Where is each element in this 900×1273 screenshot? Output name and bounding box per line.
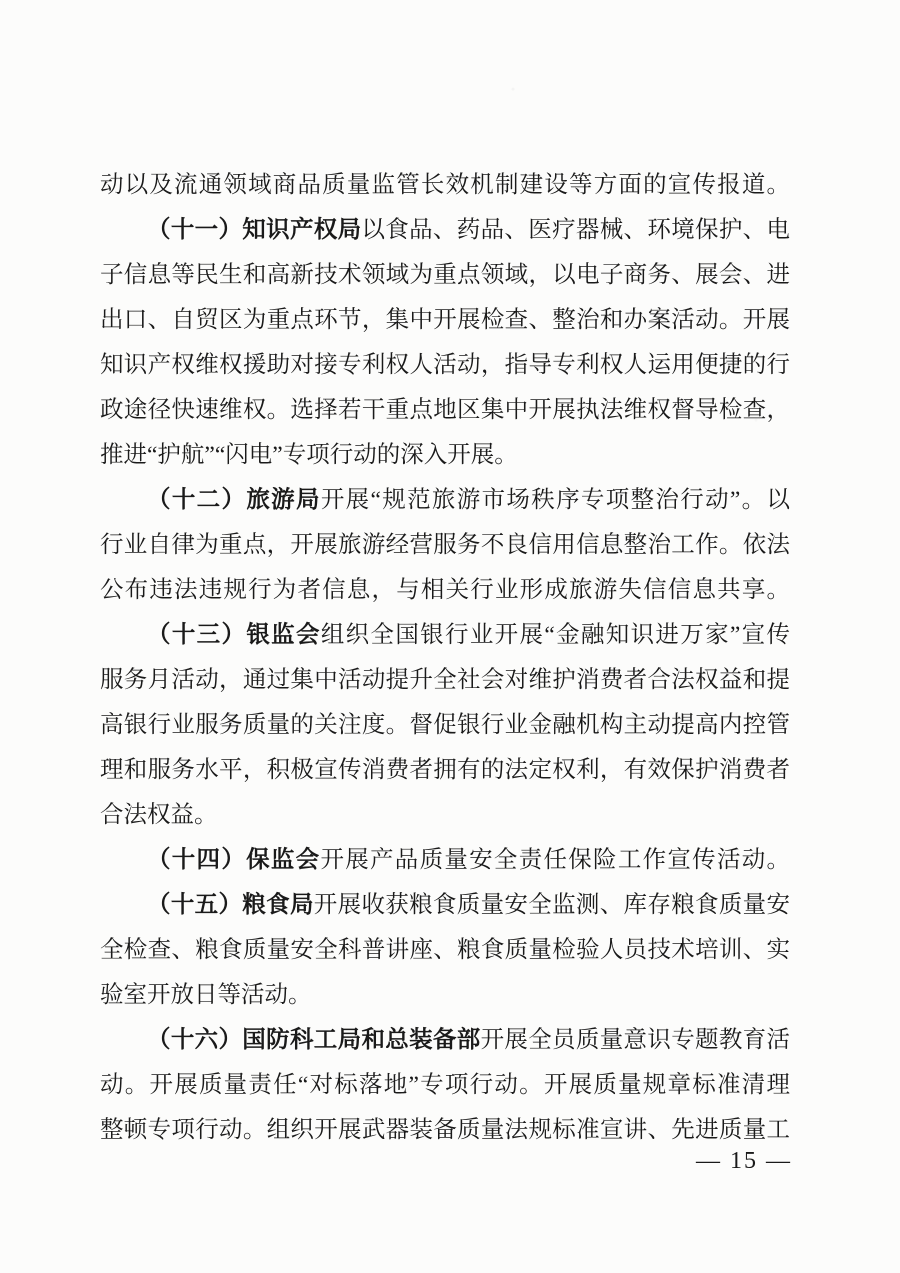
text-line [100, 568, 790, 613]
text-line [100, 253, 790, 298]
text-line [100, 793, 790, 838]
text-line [100, 388, 790, 433]
text-segment: 服务月活动，通过集中活动提升全社会对维护消费者合法权益和提 [100, 667, 790, 693]
text-segment: 推进“护航”“闪电”专项行动的深入开展。 [100, 442, 518, 468]
text-line [100, 658, 790, 703]
text-line [100, 703, 790, 748]
text-line [100, 163, 790, 208]
section-heading: （十四）保监会 [147, 847, 321, 873]
text-segment: 行业自律为重点，开展旅游经营服务不良信用信息整治工作。依法 [100, 532, 790, 558]
text-line [100, 1108, 790, 1153]
text-segment: 全检查、粮食质量安全科普讲座、粮食质量检验人员技术培训、实 [100, 937, 790, 963]
text-segment: 开展收获粮食质量安全监测、库存粮食质量安 [313, 892, 790, 918]
section-heading: （十六）国防科工局和总装备部 [147, 1027, 481, 1053]
section-heading: （十三）银监会 [147, 622, 321, 648]
text-line [100, 1063, 790, 1108]
text-segment: 子信息等民生和高新技术领域为重点领域，以电子商务、展会、进 [100, 262, 790, 288]
text-line [100, 208, 790, 253]
text-line [100, 748, 790, 793]
text-line [100, 613, 790, 658]
text-segment: 以食品、药品、医疗器械、环境保护、电 [361, 217, 790, 243]
text-line [100, 1018, 790, 1063]
text-segment: 政途径快速维权。选择若干重点地区集中开展执法维权督导检查， [100, 397, 790, 423]
section-heading: （十一）知识产权局 [147, 217, 362, 243]
text-segment: 动。开展质量责任“对标落地”专项行动。开展质量规章标准清理 [100, 1072, 790, 1098]
text-line [100, 838, 790, 883]
text-line [100, 523, 790, 568]
text-line [100, 433, 790, 478]
text-line [100, 298, 790, 343]
section-heading: （十二）旅游局 [147, 487, 321, 513]
page-footer [696, 1146, 792, 1176]
text-segment: 开展“规范旅游市场秩序专项整治行动”。以 [320, 487, 790, 513]
text-line [100, 343, 790, 388]
text-segment: 出口、自贸区为重点环节，集中开展检查、整治和办案活动。开展 [100, 307, 790, 333]
text-line [100, 883, 790, 928]
text-segment: 动以及流通领域商品质量监管长效机制建设等方面的宣传报道。 [100, 172, 790, 198]
text-segment: 组织全国银行业开展“金融知识进万家”宣传 [320, 622, 790, 648]
text-segment: 合法权益。 [100, 802, 218, 828]
text-segment: 开展全员质量意识专题教育活 [480, 1027, 790, 1053]
section-heading: （十五）粮食局 [147, 892, 314, 918]
text-segment: 开展产品质量安全责任保险工作宣传活动。 [320, 847, 790, 873]
text-segment: 高银行业服务质量的关注度。督促银行业金融机构主动提高内控管 [100, 712, 790, 738]
page-number: — 15 — [696, 1148, 792, 1174]
text-segment: 知识产权维权援助对接专利权人活动，指导专利权人运用便捷的行 [100, 352, 790, 378]
document-body [100, 163, 790, 1153]
text-line [100, 973, 790, 1018]
text-segment: 验室开放日等活动。 [100, 982, 312, 1008]
text-segment: 理和服务水平，积极宣传消费者拥有的法定权利，有效保护消费者 [100, 757, 790, 783]
text-segment: 公布违法违规行为者信息，与相关行业形成旅游失信信息共享。 [100, 577, 790, 603]
text-line [100, 928, 790, 973]
text-line [100, 478, 790, 523]
text-segment: 整顿专项行动。组织开展武器装备质量法规标准宣讲、先进质量工 [100, 1117, 790, 1143]
